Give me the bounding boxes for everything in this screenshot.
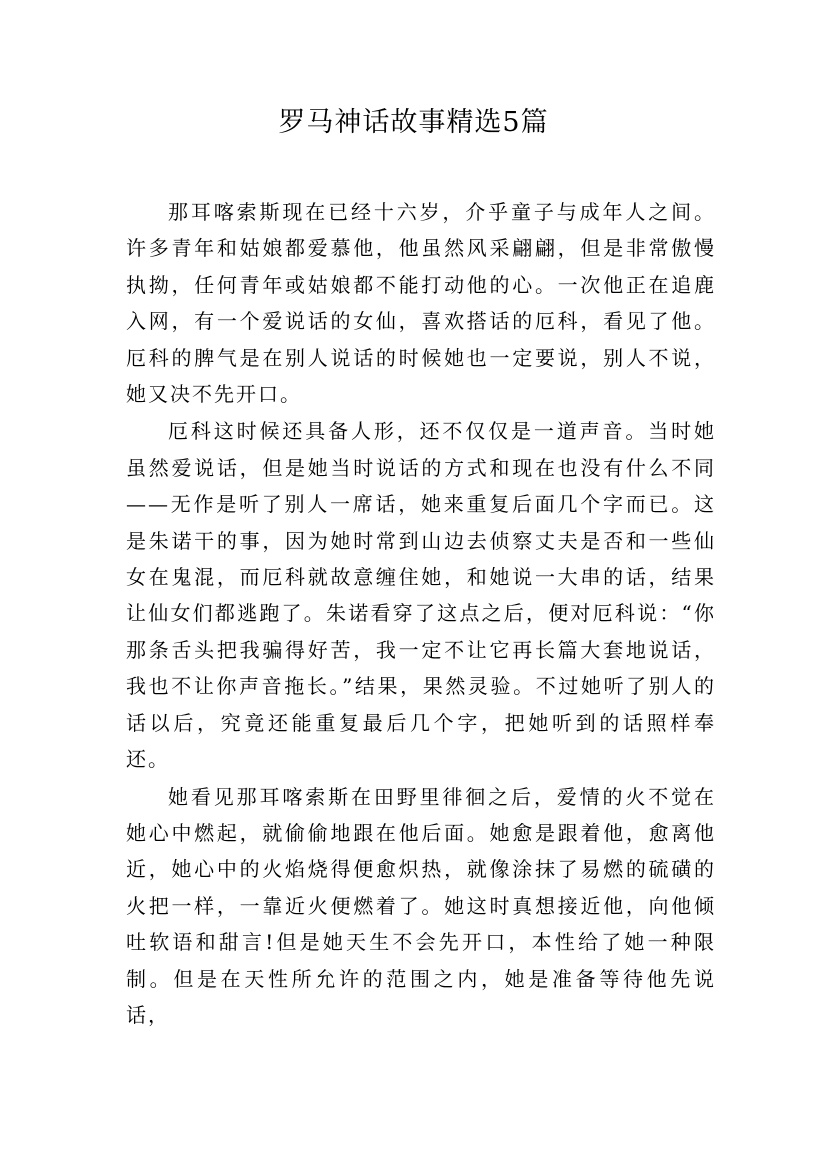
document-title: 罗马神话故事精选5篇 <box>278 107 549 138</box>
paragraph-1: 那耳喀索斯现在已经十六岁，介乎童子与成年人之间。许多青年和姑娘都爱慕他，他虽然风采翩翩，但是非常傲慢执拗，任何青年或姑娘都不能打动他的心。一次他正在追鹿入网，有一个爱说话的女仙，喜欢搭话的厄科，看见了他。厄科的脾气是在别人说话的时候她也一定要说，别人不说，她又决不先开口。 <box>126 200 716 407</box>
document-body <box>126 194 716 1034</box>
paragraph-2: 厄科这时候还具备人形，还不仅仅是一道声音。当时她虽然爱说话，但是她当时说话的方式和现在也没有什么不同——无作是听了别人一席话，她来重复后面几个字而已。这是朱诺干的事，因为她时常到山边去侦察丈夫是否和一些仙女在鬼混，而厄科就故意缠住她，和她说一大串的话，结果让仙女们都逃跑了。朱诺看穿了这点之后，便对厄科说：“你那条舌头把我骗得好苦，我一定不让它再长篇大套地说话，我也不让你声音拖长。”结果，果然灵验。不过她听了别人的话以后，究竟还能重复最后几个字，把她听到的话照样奉还。 <box>126 419 716 772</box>
paragraph-3: 她看见那耳喀索斯在田野里徘徊之后，爱情的火不觉在她心中燃起，就偷偷地跟在他后面。她愈是跟着他，愈离他近，她心中的火焰烧得便愈炽热，就像涂抹了易燃的硫磺的火把一样，一靠近火便燃着了。她这时真想接近他，向他倾吐软语和甜言!但是她天生不会先开口，本性给了她一种限制。但是在天性所允许的范围之内，她是准备等待他先说话， <box>126 784 716 1027</box>
